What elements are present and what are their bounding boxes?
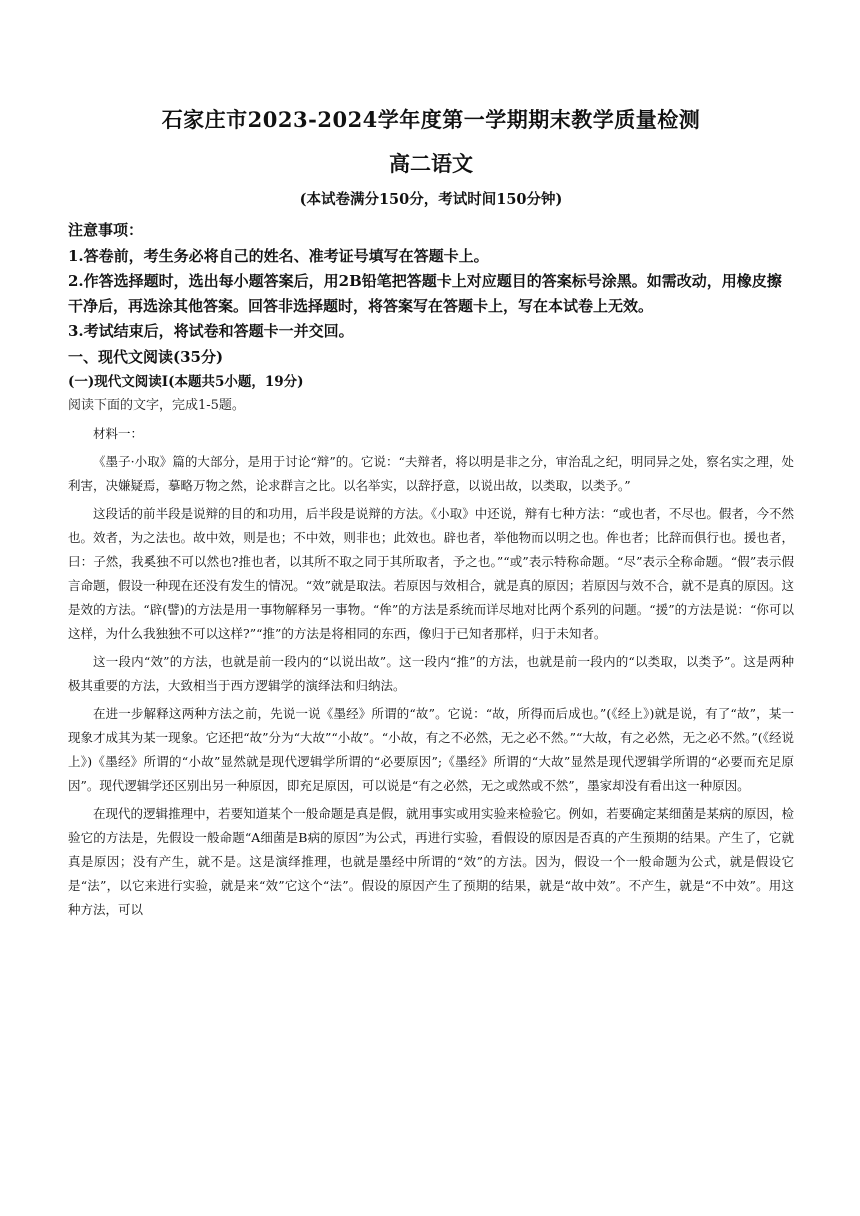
subject-title: 高二语文 xyxy=(389,151,473,176)
passage-paragraph: 《墨子·小取》篇的大部分，是用于讨论“辩”的。它说：“夫辩者，将以明是非之分，审治乱之纪，明同异之处，察名实之理，处利害，决嫌疑焉，摹略万物之然，论求群言之比。以名举实，以辞抒意，以说出故，以类取，以类予。” xyxy=(68,454,794,493)
subsection-heading: (一)现代文阅读I(本题共5小题，19分) xyxy=(68,374,304,390)
passage-paragraph: 在进一步解释这两种方法之前，先说一说《墨经》所谓的“故”。它说：“故，所得而后成也。”(《经上》)就是说，有了“故”，某一现象才成其为某一现象。它还把“故”分为“大故”“小故”。“小故，有之不必然，无之必不然。”“大故，有之必然，无之必不然。”(《经说上》)《墨经》所谓的“小故”显然就是现代逻辑学所谓的“必要原因”;《墨经》所谓的“大故”显然是现代逻辑学所谓的“必要而充足原因”。现代逻辑学还区别出另一种原因，即充足原因，可以说是“有之必然，无之或然或不然”，墨家却没有看出这一种原因。 xyxy=(68,706,794,793)
reading-instruction: 阅读下面的文字，完成1-5题。 xyxy=(68,398,245,413)
exam-note: (本试卷满分150分，考试时间150分钟) xyxy=(299,191,563,208)
notice-item: 3.考试结束后，将试卷和答题卡一并交回。 xyxy=(68,322,354,340)
notice-item: 1.答卷前，考生务必将自己的姓名、准考证号填写在答题卡上。 xyxy=(68,247,489,265)
notice-item: 2.作答选择题时，选出每小题答案后，用2B铅笔把答题卡上对应题目的答案标号涂黑。如需改动，用橡皮擦干净后，再选涂其他答案。回答非选择题时，将答案写在答题卡上，写在本试卷上无效。 xyxy=(68,272,782,315)
passage-paragraph: 在现代的逻辑推理中，若要知道某个一般命题是真是假，就用事实或用实验来检验它。例如，若要确定某细菌是某病的原因，检验它的方法是，先假设一般命题“A细菌是B病的原因”为公式，再进行实验，看假设的原因是否真的产生预期的结果。产生了，它就真是原因；没有产生，就不是。这是演绎推理，也就是墨经中所谓的“效”的方法。因为，假设一个一般命题为公式，就是假设它是“法”，以它来进行实验，就是来“效”它这个“法”。假设的原因产生了预期的结果，就是“故中效”。不产生，就是“不中效”。用这种方法，可以 xyxy=(68,806,794,917)
notice-title: 注意事项： xyxy=(68,221,144,239)
passage-paragraph: 这段话的前半段是说辩的目的和功用，后半段是说辩的方法。《小取》中还说，辩有七种方法：“或也者，不尽也。假者，今不然也。效者，为之法也。故中效，则是也；不中效，则非也；此效也。辟也者，举他物而以明之也。侔也者；比辞而俱行也。援也者，曰：子然，我奚独不可以然也?推也者，以其所不取之同于其所取者，予之也。”“或”表示特称命题。“尽”表示全称命题。“假”表示假言命题，假设一种现在还没有发生的情况。“效”就是取法。若原因与效相合，就是真的原因；若原因与效不合，就不是真的原因。这是效的方法。“辟(譬)的方法是用一事物解释另一事物。“侔”的方法是系统而详尽地对比两个系列的问题。“援”的方法是说：“你可以这样，为什么我独独不可以这样?”“推”的方法是将相同的东西，像归于已知者那样，归于未知者。 xyxy=(68,506,794,641)
exam-title: 石家庄市2023-2024学年度第一学期期末教学质量检测 xyxy=(161,107,701,132)
section-heading: 一、现代文阅读(35分) xyxy=(68,348,224,366)
material-label: 材料一： xyxy=(93,426,144,441)
passage-paragraph: 这一段内“效”的方法，也就是前一段内的“以说出故”。这一段内“推”的方法，也就是前一段内的“以类取，以类予”。这是两种极其重要的方法，大致相当于西方逻辑学的演绎法和归纳法。 xyxy=(68,654,794,693)
